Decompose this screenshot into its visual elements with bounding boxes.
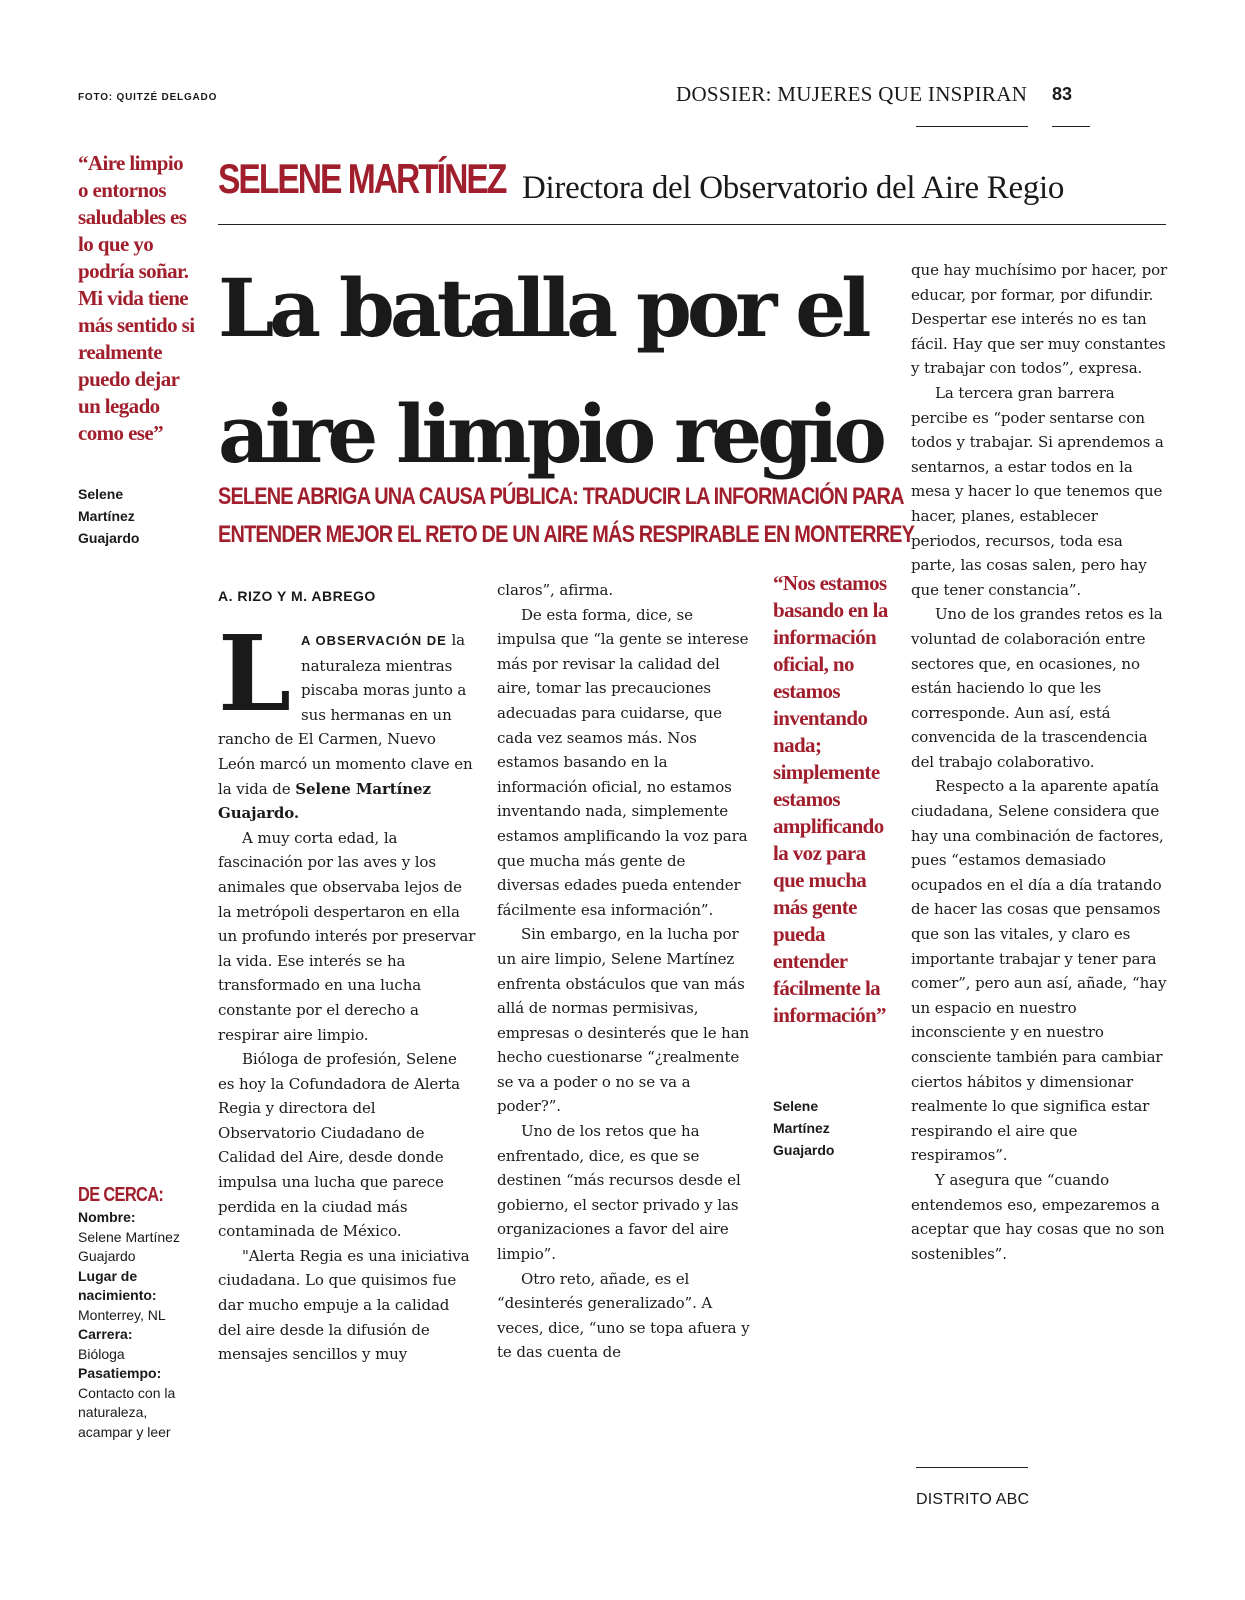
section-title: DOSSIER: MUJERES QUE INSPIRAN (676, 82, 1028, 106)
subhead (218, 478, 915, 554)
fact-value: Contacto con la naturaleza, acampar y leer (78, 1384, 176, 1440)
subject-name: Selene Martínez Guajardo. (218, 779, 431, 823)
article-paragraph: Respecto a la aparente apatía ciudadana, Selene considera que hay una combinación de factores, pues “estamos demasiado ocupados en el día a día tratando de hacer las cosas que pensamos que son las vitales, y claro es importante trabajar y tener para comer”, pero aun así, añade, “hay un espacio en nuestro inconsciente y en nuestro consciente también para cambiar ciertos hábitos y dimensionar realmente lo que significa estar respirando el aire que respiramos”. (911, 777, 1167, 1165)
pull-quote-middle-attribution (773, 1095, 883, 1161)
paragraph-text: la naturaleza mientras piscaba moras junto a sus hermanas en un rancho de El Carmen, Nuevo León marcó un momento clave en la vida de (218, 631, 473, 798)
article-column-2 (497, 578, 752, 1365)
fact-label: Nombre: (78, 1209, 136, 1225)
page-number: 83 (1052, 84, 1073, 104)
article-paragraph: Uno de los retos que ha enfrentado, dice, es que se destinen “más recursos desde el gobierno, el sector privado y las organizaciones a favor del aire limpio”. (497, 1122, 741, 1264)
byline: A. RIZO Y M. ABREGO (218, 588, 376, 604)
article-paragraph (218, 612, 476, 826)
attribution-line: Guajardo (78, 530, 140, 546)
subhead-line-1: SELENE ABRIGA UNA CAUSA PÚBLICA: TRADUCIR LA INFORMACIÓN PARA (218, 483, 904, 510)
article-paragraph: A muy corta edad, la fascinación por las aves y los animales que observaba lejos de la metrópoli despertaron en ella un profundo interés por preservar la vida. Ese interés se ha transformado en una lucha constante por el derecho a respirar aire limpio. (218, 828, 476, 1044)
page-number-rule (1052, 126, 1090, 127)
article-paragraph: La tercera gran barrera percibe es “poder sentarse con todos y trabajar. Si aprendemos a sentarnos, a estar todos en la mesa y hacer lo que tenemos que hacer, planes, establecer periodos, recursos, toda esa parte, las cosas salen, pero hay que tener constancia”. (911, 383, 1164, 599)
headline-line-2: aire limpio regio (218, 387, 882, 481)
article-paragraph: Y asegura que “cuando entendemos eso, empezaremos a aceptar que hay cosas que no son sostenibles”. (911, 1170, 1165, 1263)
headline (218, 245, 898, 497)
fact-value: Bióloga (78, 1345, 125, 1362)
lead-in: A OBSERVACIÓN DE (301, 633, 447, 648)
article-paragraph: "Alerta Regia es una iniciativa ciudadana. Lo que quisimos fue dar mucho empuje a la calidad del aire desde la difusión de mensajes sencillos y muy (218, 1246, 470, 1364)
article-column-1 (218, 612, 476, 1367)
title-rule (218, 224, 1166, 225)
attribution-line: Martínez (773, 1120, 830, 1136)
fact-value: Selene Martínez Guajardo (78, 1228, 180, 1264)
attribution-line: Selene (78, 486, 124, 502)
pull-quote-left: “Aire limpio o entornos saludables es lo que yo podría soñar. Mi vida tiene más sentido si realmente puedo dejar un legado como ese” (78, 151, 195, 445)
fact-box-title: DE CERCA: (78, 1184, 164, 1206)
article-paragraph: Sin embargo, en la lucha por un aire limpio, Selene Martínez enfrenta obstáculos que van más allá de normas permisivas, empresas o desinterés que le han hecho cuestionarse “¿realmente se va a poder o no se va a poder?”. (497, 925, 750, 1116)
pull-quote-left-attribution (78, 483, 188, 549)
article-paragraph: Otro reto, añade, es el “desinterés generalizado”. A veces, dice, “uno se topa afuera y te das cuenta de (497, 1269, 750, 1362)
article-paragraph: que hay muchísimo por hacer, por educar, por formar, por difundir. Despertar ese interés no es tan fácil. Hay que ser muy constantes y trabajar con todos”, expresa. (911, 261, 1168, 378)
article-paragraph: Bióloga de profesión, Selene es hoy la Cofundadora de Alerta Regia y directora del Observatorio Ciudadano de Calidad del Aire, desde donde impulsa una lucha que parece perdida en la ciudad más contaminada de México. (218, 1050, 461, 1241)
article-column-3 (911, 258, 1169, 1266)
end-rule (916, 1467, 1028, 1468)
attribution-line: Guajardo (773, 1142, 835, 1158)
article-paragraph: Uno de los grandes retos es la voluntad de colaboración entre sectores que, en ocasiones, no están haciendo lo que les corresponde. Aun así, está convencida de la trascendencia del trabajo colaborativo. (911, 605, 1163, 771)
person-role: Directora del Observatorio del Aire Regio (522, 170, 1065, 206)
attribution-line: Martínez (78, 508, 135, 524)
fact-box (78, 1182, 203, 1442)
pull-quote-middle: “Nos estamos basando en la información oficial, no estamos inventando nada; simplemente estamos amplificando la voz para que mucha más gente pueda entender fácilmente la información” (773, 571, 888, 1027)
article-paragraph: claros”, afirma. (497, 581, 614, 599)
section-title-rule (916, 126, 1028, 127)
article-paragraph: De esta forma, dice, se impulsa que “la gente se interese más por revisar la calidad del aire, tomar las precauciones adecuadas para cuidarse, que cada vez seamos más. Nos estamos basando en la información oficial, no estamos inventando nada, simplemente estamos amplificando la voz para que mucha más gente de diversas edades pueda entender fácilmente esa información”. (497, 605, 749, 919)
headline-line-1: La batalla por el (218, 261, 867, 355)
fact-value: Monterrey, NL (78, 1306, 166, 1323)
drop-cap: L (218, 612, 292, 735)
footer-brand: DISTRITO ABC (916, 1491, 1030, 1508)
fact-label: Lugar de nacimiento: (78, 1267, 157, 1303)
photo-credit: FOTO: QUITZÉ DELGADO (78, 92, 218, 103)
person-name: SELENE MARTÍNEZ (218, 155, 506, 202)
subhead-line-2: ENTENDER MEJOR EL RETO DE UN AIRE MÁS RESPIRABLE EN MONTERREY (218, 521, 915, 548)
fact-label: Pasatiempo: (78, 1365, 162, 1381)
fact-label: Carrera: (78, 1326, 133, 1342)
attribution-line: Selene (773, 1098, 819, 1114)
